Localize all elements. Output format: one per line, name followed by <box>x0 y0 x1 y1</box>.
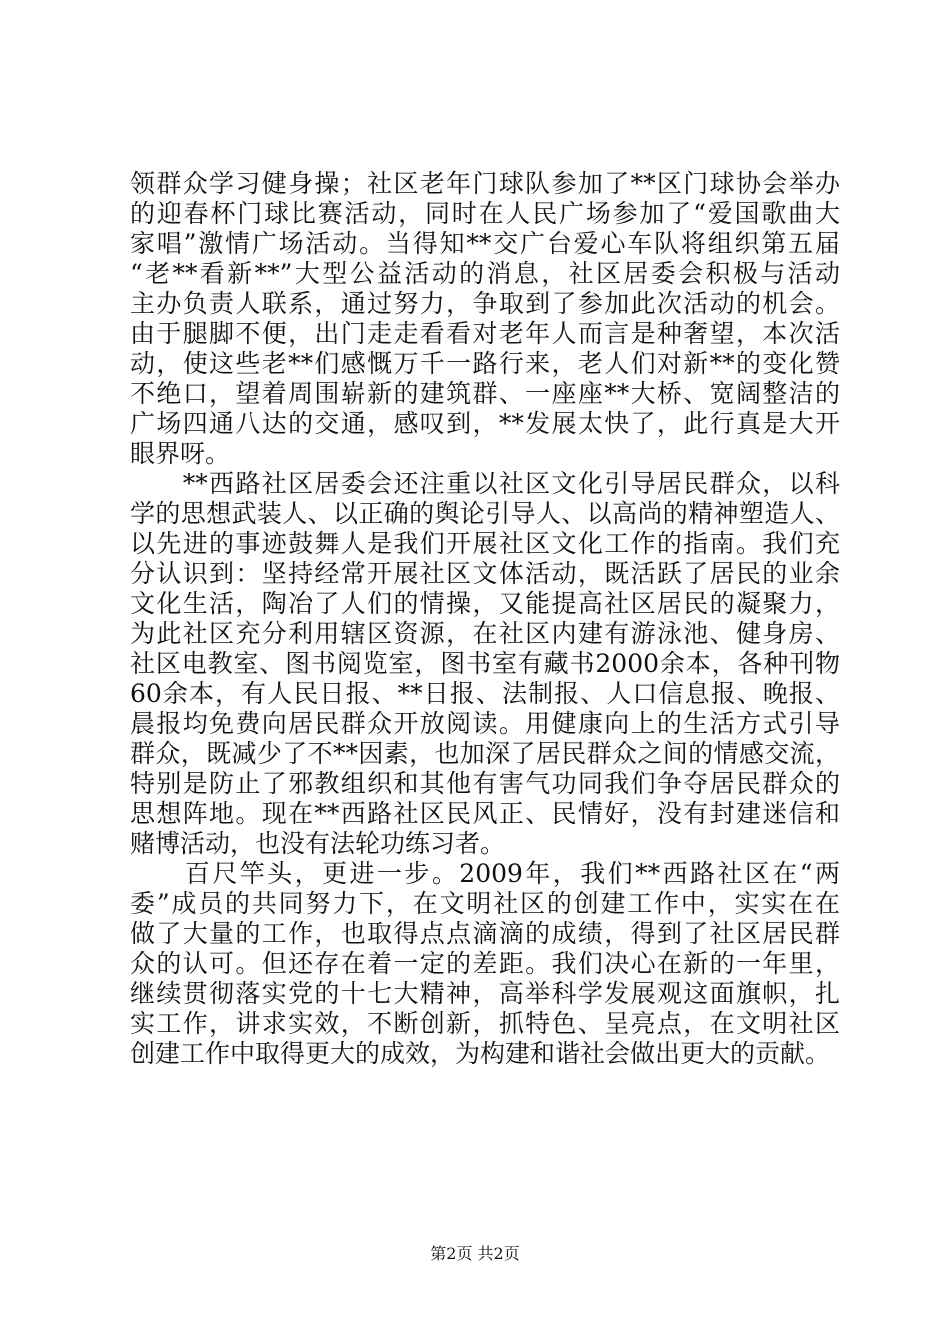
text-line: 文化生活，陶冶了人们的情操，又能提高社区居民的凝聚力， <box>130 589 840 618</box>
page-number: 第2页 共2页 <box>430 1244 520 1263</box>
text-line: 继续贯彻落实党的十七大精神，高举科学发展观这面旗帜，扎 <box>130 979 840 1008</box>
text-line: 思想阵地。现在**西路社区民风正、民情好，没有封建迷信和 <box>130 799 840 828</box>
text-line: 群众，既减少了不**因素，也加深了居民群众之间的情感交流， <box>130 739 840 768</box>
text-line: 广场四通八达的交通，感叹到，**发展太快了，此行真是大开 <box>130 409 840 438</box>
text-line: 晨报均免费向居民群众开放阅读。用健康向上的生活方式引导 <box>130 709 840 738</box>
text-line: 学的思想武装人、以正确的舆论引导人、以高尚的精神塑造人、 <box>130 499 840 528</box>
text-line: 由于腿脚不便，出门走走看看对老年人而言是种奢望，本次活 <box>130 319 840 348</box>
body-text <box>130 169 840 1069</box>
text-line: 不绝口，望着周围崭新的建筑群、一座座**大桥、宽阔整洁的 <box>130 379 840 408</box>
text-line: 创建工作中取得更大的成效，为构建和谐社会做出更大的贡献。 <box>130 1039 831 1068</box>
text-line: 领群众学习健身操；社区老年门球队参加了**区门球协会举办 <box>130 169 840 198</box>
text-line: **西路社区居委会还注重以社区文化引导居民群众，以科 <box>130 469 840 498</box>
page-footer <box>0 1244 950 1264</box>
text-line: 特别是防止了邪教组织和其他有害气功同我们争夺居民群众的 <box>130 769 840 798</box>
text-line: 为此社区充分利用辖区资源，在社区内建有游泳池、健身房、 <box>130 619 840 648</box>
text-line: “老**看新**”大型公益活动的消息，社区居委会积极与活动 <box>130 259 840 288</box>
text-line: 主办负责人联系，通过努力，争取到了参加此次活动的机会。 <box>130 289 840 318</box>
text-line: 做了大量的工作，也取得点点滴滴的成绩，得到了社区居民群 <box>130 919 840 948</box>
text-line: 眼界呀。 <box>130 439 231 468</box>
text-line: 实工作，讲求实效，不断创新，抓特色、呈亮点，在文明社区 <box>130 1009 840 1038</box>
text-line: 分认识到：坚持经常开展社区文体活动，既活跃了居民的业余 <box>130 559 840 588</box>
text-line: 众的认可。但还存在着一定的差距。我们决心在新的一年里， <box>130 949 840 978</box>
text-line: 社区电教室、图书阅览室，图书室有藏书2000余本，各种刊物 <box>130 649 840 678</box>
text-line: 赌博活动，也没有法轮功练习者。 <box>130 829 506 858</box>
text-line: 以先进的事迹鼓舞人是我们开展社区文化工作的指南。我们充 <box>130 529 840 558</box>
text-line: 动，使这些老**们感慨万千一路行来，老人们对新**的变化赞 <box>130 349 840 378</box>
text-line: 60余本，有人民日报、**日报、法制报、人口信息报、晚报、 <box>130 679 840 708</box>
text-line: 的迎春杯门球比赛活动，同时在人民广场参加了“爱国歌曲大 <box>130 199 840 228</box>
text-line: 家唱”激情广场活动。当得知**交广台爱心车队将组织第五届 <box>130 229 840 258</box>
text-line: 委”成员的共同努力下，在文明社区的创建工作中，实实在在 <box>130 889 840 918</box>
text-line: 百尺竿头，更进一步。2009年，我们**西路社区在“两 <box>130 859 840 888</box>
